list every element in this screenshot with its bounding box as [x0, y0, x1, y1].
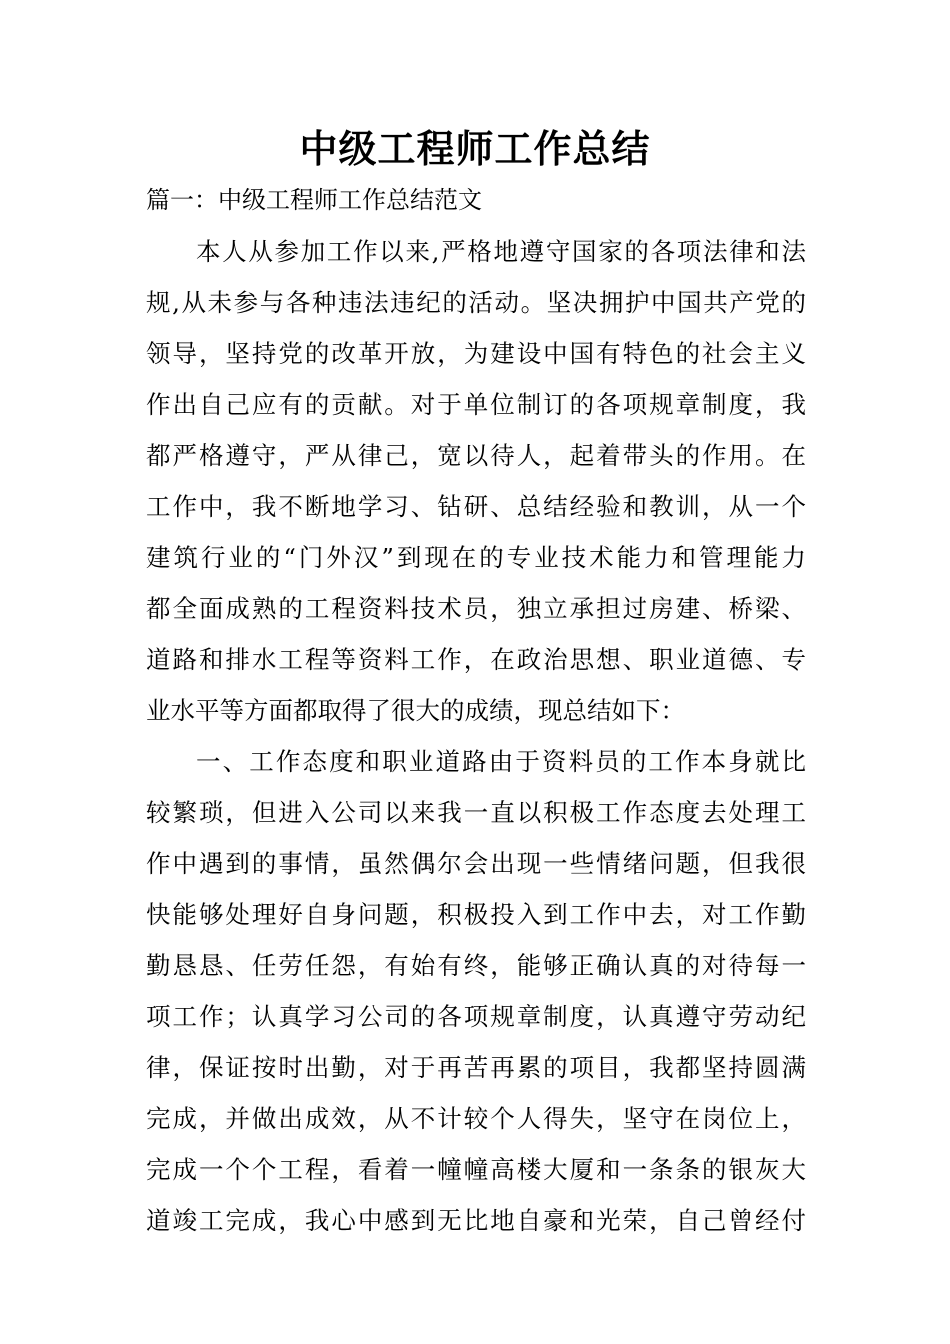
body-line: 规,从未参与各种违法违纪的活动。坚决拥护中国共产党的	[146, 288, 806, 317]
body-line: 作出自己应有的贡献。对于单位制订的各项规章制度，我	[146, 390, 806, 419]
document-body	[146, 232, 806, 1252]
body-line: 都严格遵守，严从律己，宽以待人，起着带头的作用。在	[146, 441, 806, 470]
body-line: 完成一个个工程，看着一幢幢高楼大厦和一条条的银灰大	[146, 1155, 806, 1184]
body-line: 业水平等方面都取得了很大的成绩，现总结如下：	[146, 696, 685, 725]
body-line: 完成，并做出成效，从不计较个人得失，坚守在岗位上，	[146, 1104, 806, 1133]
body-line: 道路和排水工程等资料工作，在政治思想、职业道德、专	[146, 645, 806, 674]
body-line: 领导，坚持党的改革开放，为建设中国有特色的社会主义	[146, 339, 806, 368]
body-line: 项工作；认真学习公司的各项规章制度，认真遵守劳动纪	[146, 1002, 806, 1031]
body-line: 建筑行业的“门外汉”到现在的专业技术能力和管理能力	[146, 543, 806, 572]
body-line: 作中遇到的事情，虽然偶尔会出现一些情绪问题，但我很	[146, 849, 806, 878]
body-line: 道竣工完成，我心中感到无比地自豪和光荣，自己曾经付	[146, 1206, 806, 1235]
body-line: 一、工作态度和职业道路由于资料员的工作本身就比	[196, 747, 806, 776]
body-line: 本人从参加工作以来,严格地遵守国家的各项法律和法	[196, 237, 806, 266]
body-line: 都全面成熟的工程资料技术员，独立承担过房建、桥梁、	[146, 594, 806, 623]
body-line: 较繁琐，但进入公司以来我一直以积极工作态度去处理工	[146, 798, 806, 827]
body-line: 工作中，我不断地学习、钻研、总结经验和教训，从一个	[146, 492, 806, 521]
body-line: 勤恳恳、任劳任怨，有始有终，能够正确认真的对待每一	[146, 951, 806, 980]
body-line: 快能够处理好自身问题，积极投入到工作中去，对工作勤	[146, 900, 806, 929]
document-title: 中级工程师工作总结	[299, 127, 651, 171]
body-line: 律，保证按时出勤，对于再苦再累的项目，我都坚持圆满	[146, 1053, 806, 1082]
document-subtitle: 篇一：中级工程师工作总结范文	[146, 186, 482, 214]
